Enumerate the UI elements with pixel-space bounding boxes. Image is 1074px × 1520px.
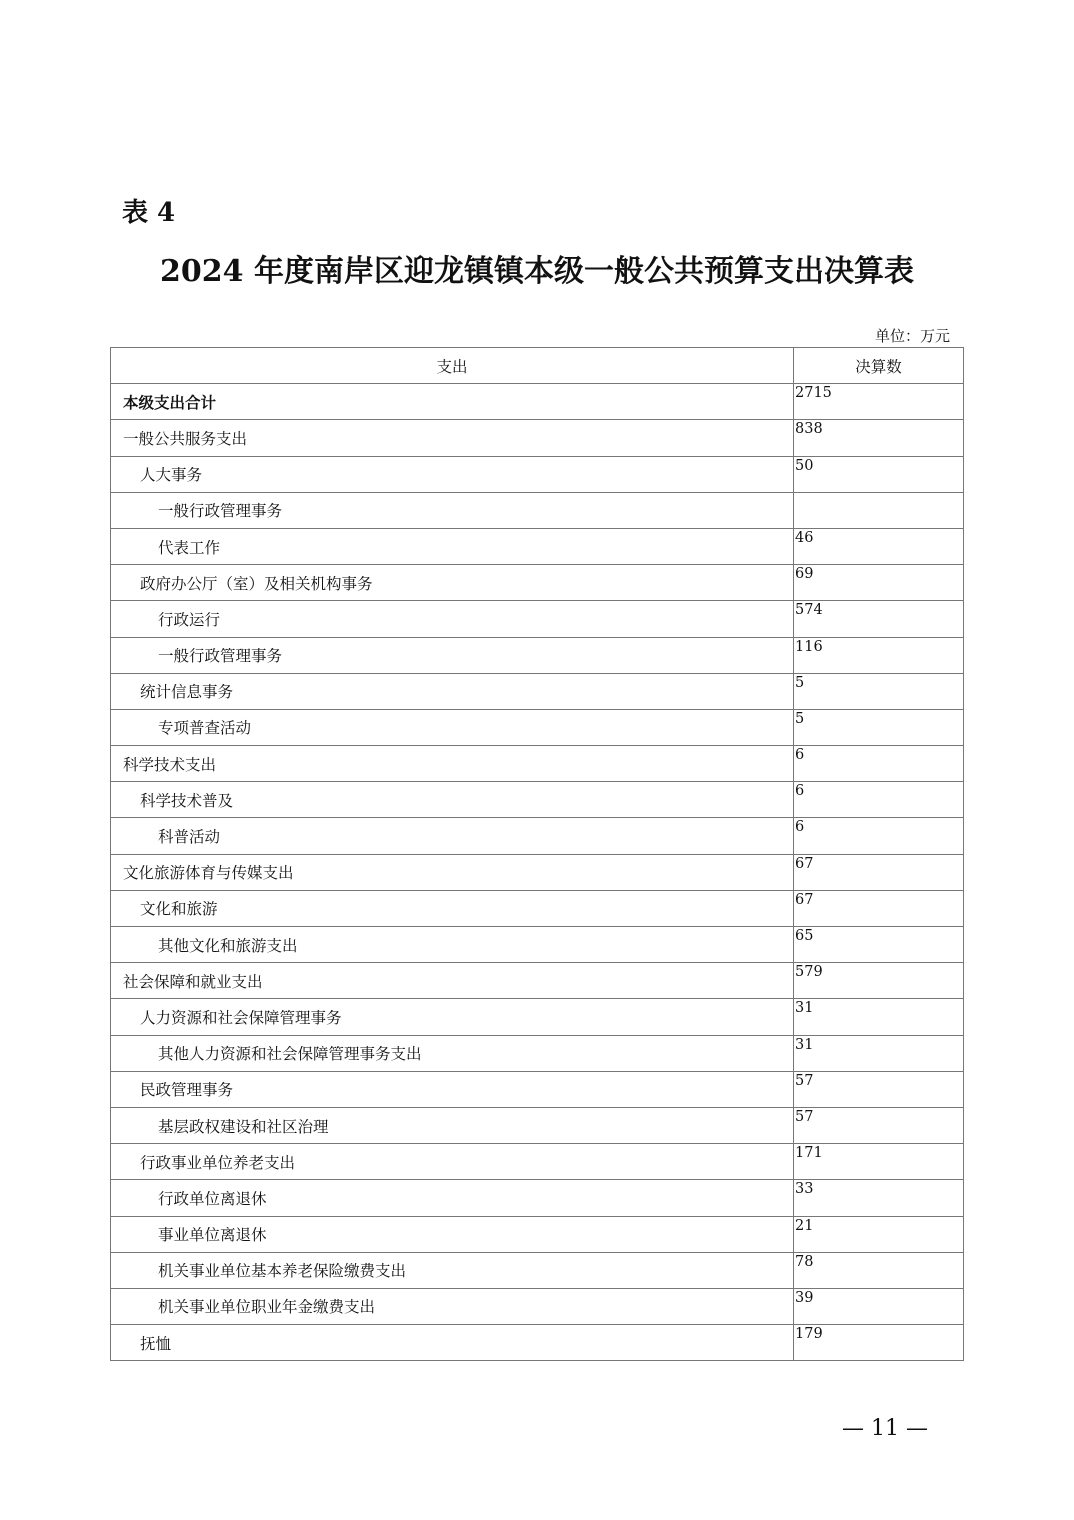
row-item-name: 统计信息事务 [111,673,794,709]
row-item-name: 专项普查活动 [111,709,794,745]
row-amount: 46 [794,528,964,564]
row-item-name: 代表工作 [111,528,794,564]
row-item-name: 文化和旅游 [111,890,794,926]
row-amount: 78 [794,1252,964,1288]
row-amount: 179 [794,1325,964,1361]
row-amount: 574 [794,601,964,637]
table-row [111,601,964,637]
row-item-name: 行政运行 [111,601,794,637]
header-item: 支出 [111,348,794,384]
row-amount: 50 [794,456,964,492]
row-item-name: 民政管理事务 [111,1071,794,1107]
row-amount: 21 [794,1216,964,1252]
page-number [0,1416,1074,1441]
row-item-name: 其他文化和旅游支出 [111,927,794,963]
table-header-row [111,348,964,384]
table-row [111,854,964,890]
row-amount: 171 [794,1144,964,1180]
row-amount: 5 [794,673,964,709]
row-item-name: 一般行政管理事务 [111,492,794,528]
row-item-name: 其他人力资源和社会保障管理事务支出 [111,1035,794,1071]
row-amount: 65 [794,927,964,963]
row-amount [794,492,964,528]
row-item-name: 基层政权建设和社区治理 [111,1107,794,1143]
row-amount: 116 [794,637,964,673]
table-row [111,1252,964,1288]
row-amount: 69 [794,565,964,601]
row-item-name: 科普活动 [111,818,794,854]
row-item-name: 事业单位离退休 [111,1216,794,1252]
row-item-name: 政府办公厅（室）及相关机构事务 [111,565,794,601]
table-row [111,999,964,1035]
table-row [111,637,964,673]
table-row [111,1325,964,1361]
table-row [111,782,964,818]
row-item-name: 人力资源和社会保障管理事务 [111,999,794,1035]
table-row [111,1107,964,1143]
expenditure-table [110,347,964,1361]
table-row [111,456,964,492]
header-amount: 决算数 [794,348,964,384]
row-item-name: 机关事业单位基本养老保险缴费支出 [111,1252,794,1288]
row-item-name: 文化旅游体育与传媒支出 [111,854,794,890]
row-item-name: 科学技术支出 [111,746,794,782]
row-item-name: 科学技术普及 [111,782,794,818]
row-amount: 57 [794,1071,964,1107]
row-amount: 6 [794,818,964,854]
row-amount: 579 [794,963,964,999]
table-row [111,673,964,709]
table-row [111,528,964,564]
row-amount: 39 [794,1288,964,1324]
row-amount: 57 [794,1107,964,1143]
table-row [111,963,964,999]
table-row [111,1144,964,1180]
row-amount: 31 [794,999,964,1035]
table-row [111,492,964,528]
row-item-name: 行政事业单位养老支出 [111,1144,794,1180]
row-amount: 33 [794,1180,964,1216]
table-row [111,818,964,854]
row-amount: 2715 [794,384,964,420]
table-row [111,420,964,456]
row-item-name: 抚恤 [111,1325,794,1361]
table-row [111,746,964,782]
row-item-name: 一般行政管理事务 [111,637,794,673]
row-item-name: 本级支出合计 [111,384,794,420]
table-row [111,1180,964,1216]
page-number-text: — 11 — [842,1416,928,1441]
table-row [111,565,964,601]
row-item-name: 社会保障和就业支出 [111,963,794,999]
row-item-name: 行政单位离退休 [111,1180,794,1216]
table-row [111,1071,964,1107]
row-item-name: 一般公共服务支出 [111,420,794,456]
table-row [111,384,964,420]
row-amount: 5 [794,709,964,745]
table-row [111,1216,964,1252]
table-row [111,1035,964,1071]
row-item-name: 人大事务 [111,456,794,492]
page-title: 2024 年度南岸区迎龙镇镇本级一般公共预算支出决算表 [160,254,914,289]
row-amount: 838 [794,420,964,456]
row-amount: 6 [794,746,964,782]
table-row [111,1288,964,1324]
table-row [111,927,964,963]
row-amount: 31 [794,1035,964,1071]
table-row [111,890,964,926]
row-item-name: 机关事业单位职业年金缴费支出 [111,1288,794,1324]
table-label: 表 4 [122,198,176,228]
table-row [111,709,964,745]
row-amount: 6 [794,782,964,818]
unit-label: 单位：万元 [874,327,950,345]
row-amount: 67 [794,854,964,890]
row-amount: 67 [794,890,964,926]
